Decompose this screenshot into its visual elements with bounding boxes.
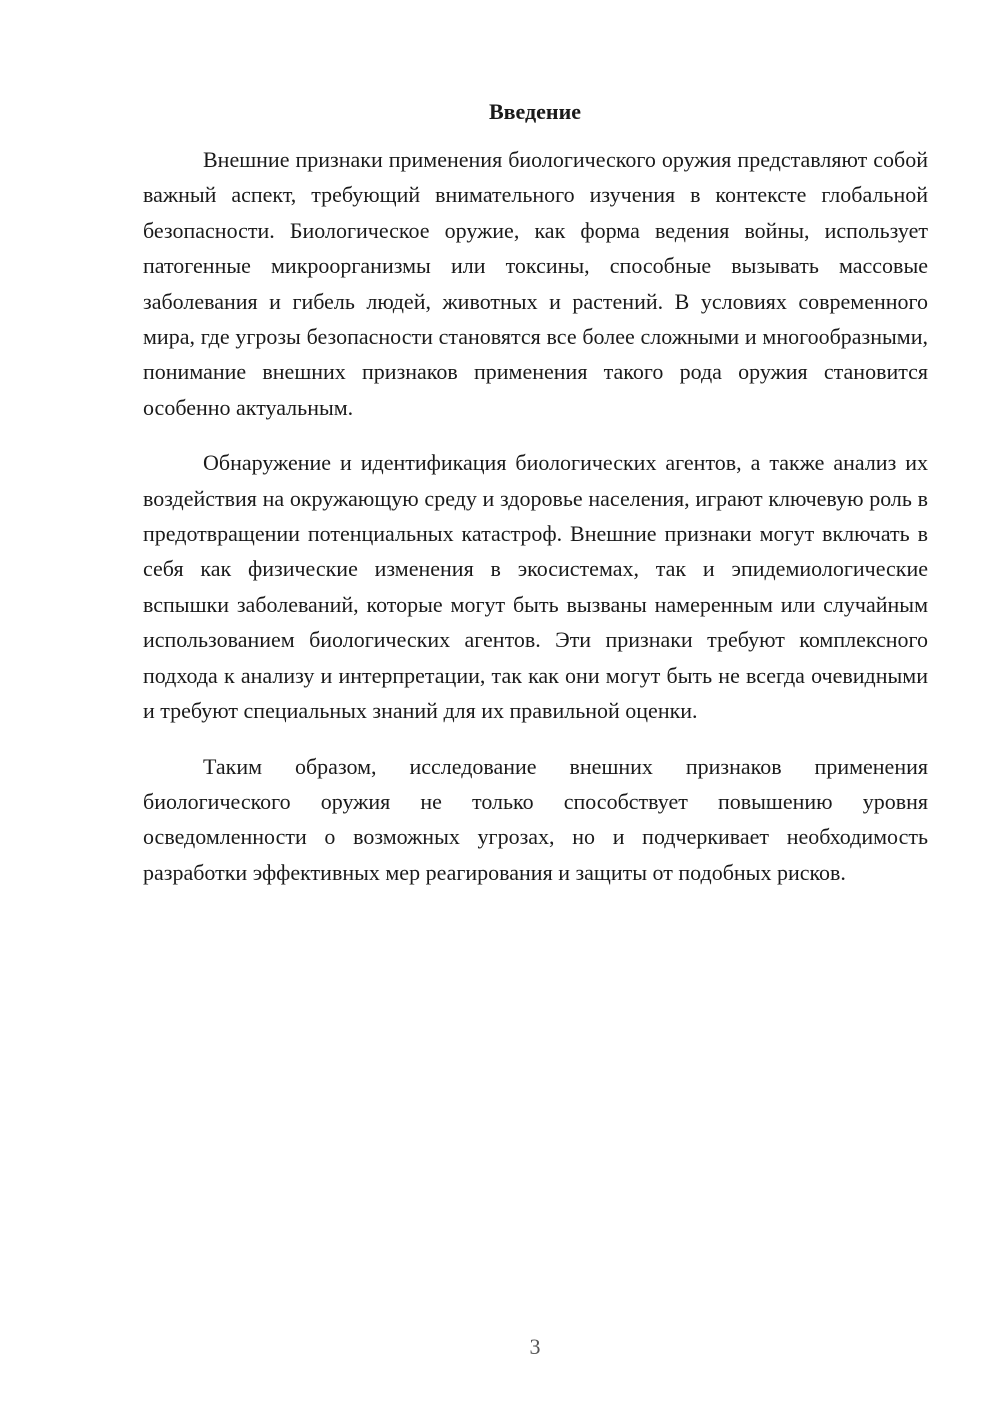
paragraph-3: Таким образом, исследование внешних признаков применения биологического оружия не только способствует повышению уровня осведомленности о возможных угрозах, но и подчеркивает необходимость разработки эффективных мер реагирования и защиты от подобных рисков.: [143, 753, 928, 885]
body-text: [143, 142, 928, 910]
paragraph-2: Обнаружение и идентификация биологических агентов, а также анализ их воздействия на окружающую среду и здоровье населения, играют ключевую роль в предотвращении потенциальных катастроф. Внешние признаки могут включать в себя как физические изменения в экосистемах, так и эпидемиологические вспышки заболеваний, которые могут быть вызваны намеренным или случайным использованием биологических агентов. Эти признаки требуют комплексного подхода к анализу и интерпретации, так как они могут быть не всегда очевидными и требуют специальных знаний для их правильной оценки.: [143, 450, 928, 724]
page-number: 3: [529, 1334, 541, 1359]
section-heading: Введение: [488, 99, 582, 124]
paragraph-1: Внешние признаки применения биологического оружия представляют собой важный аспект, требующий внимательного изучения в контексте глобальной безопасности. Биологическое оружие, как форма ведения войны, использует патогенные микроорганизмы или токсины, способные вызывать массовые заболевания и гибель людей, животных и растений. В условиях современного мира, где угрозы безопасности становятся все более сложными и многообразными, понимание внешних признаков применения такого рода оружия становится особенно актуальным.: [143, 147, 928, 420]
